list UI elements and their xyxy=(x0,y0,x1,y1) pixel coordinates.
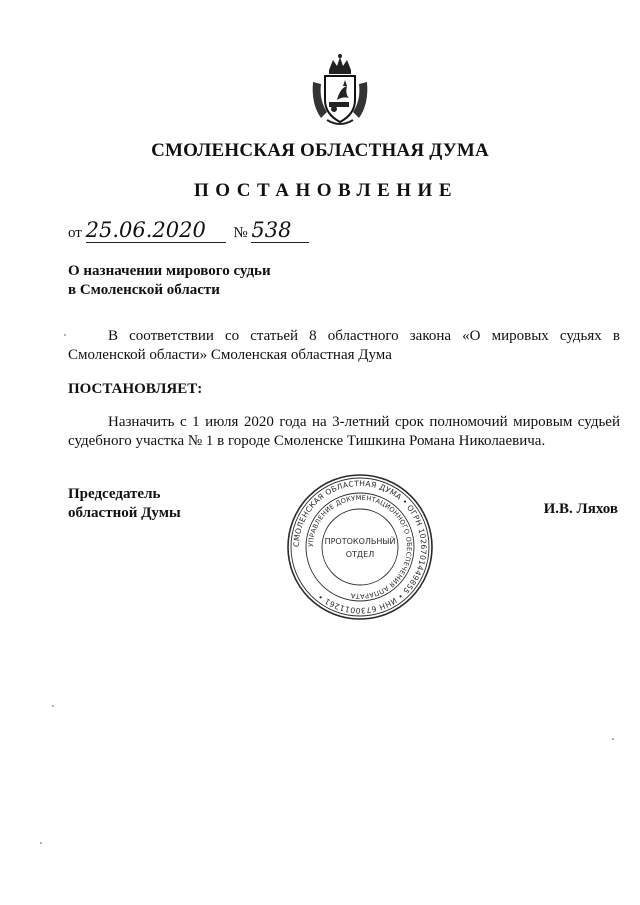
preamble-paragraph: В соответствии со статьей 8 областного закона «О мировых судьях в Смоленской области» Смоленская областная Дума xyxy=(68,328,620,363)
stamp-center-line-2: ОТДЕЛ xyxy=(345,550,375,559)
coat-of-arms-emblem xyxy=(307,52,373,128)
stamp-inner-ring-text: УПРАВЛЕНИЕ ДОКУМЕНТАЦИОННОГО ОБЕСПЕЧЕНИЯ АППАРАТА xyxy=(306,493,414,601)
smolensk-coat-of-arms-icon xyxy=(307,52,373,128)
resolves-heading: ПОСТАНОВЛЯЕТ: xyxy=(68,381,203,397)
organization-title: СМОЛЕНСКАЯ ОБЛАСТНАЯ ДУМА xyxy=(151,140,489,161)
signatory-title xyxy=(68,485,181,523)
stamp-outer-ring-text: СМОЛЕНСКАЯ ОБЛАСТНАЯ ДУМА • ОГРН 1026701449855 • ИНН 6730011261 • xyxy=(291,478,429,616)
handwritten-number: 538 xyxy=(251,218,292,242)
scan-speck xyxy=(612,738,614,740)
date-field xyxy=(86,218,226,243)
svg-text:УПРАВЛЕНИЕ ДОКУМЕНТАЦИОННОГО О xyxy=(307,494,413,600)
scan-speck xyxy=(52,705,54,707)
resolution-paragraph: Назначить с 1 июля 2020 года на 3-летний срок полномочий мировым судьей судебного участка № 1 в городе Смоленске Тишкина Романа Николаевича. xyxy=(68,414,620,449)
official-stamp xyxy=(286,473,434,621)
signatory-name: И.В. Ляхов xyxy=(543,501,618,517)
number-prefix: № xyxy=(233,225,248,241)
signatory-title-line-1: Председатель xyxy=(68,486,161,502)
document-type-title: ПОСТАНОВЛЕНИЕ xyxy=(193,180,459,201)
stamp-center-line-1: ПРОТОКОЛЬНЫЙ xyxy=(324,537,396,546)
scan-speck xyxy=(40,842,42,844)
document-subject xyxy=(68,262,271,300)
round-stamp-icon xyxy=(286,473,434,621)
subject-line-2: в Смоленской области xyxy=(68,282,220,298)
handwritten-date: 25.06.2020 xyxy=(85,218,206,242)
date-prefix: от xyxy=(68,225,82,241)
subject-line-1: О назначении мирового судьи xyxy=(68,263,271,279)
date-number-line xyxy=(68,218,309,244)
scan-speck xyxy=(64,334,66,336)
signatory-title-line-2: областной Думы xyxy=(68,505,181,521)
number-field xyxy=(251,218,309,243)
